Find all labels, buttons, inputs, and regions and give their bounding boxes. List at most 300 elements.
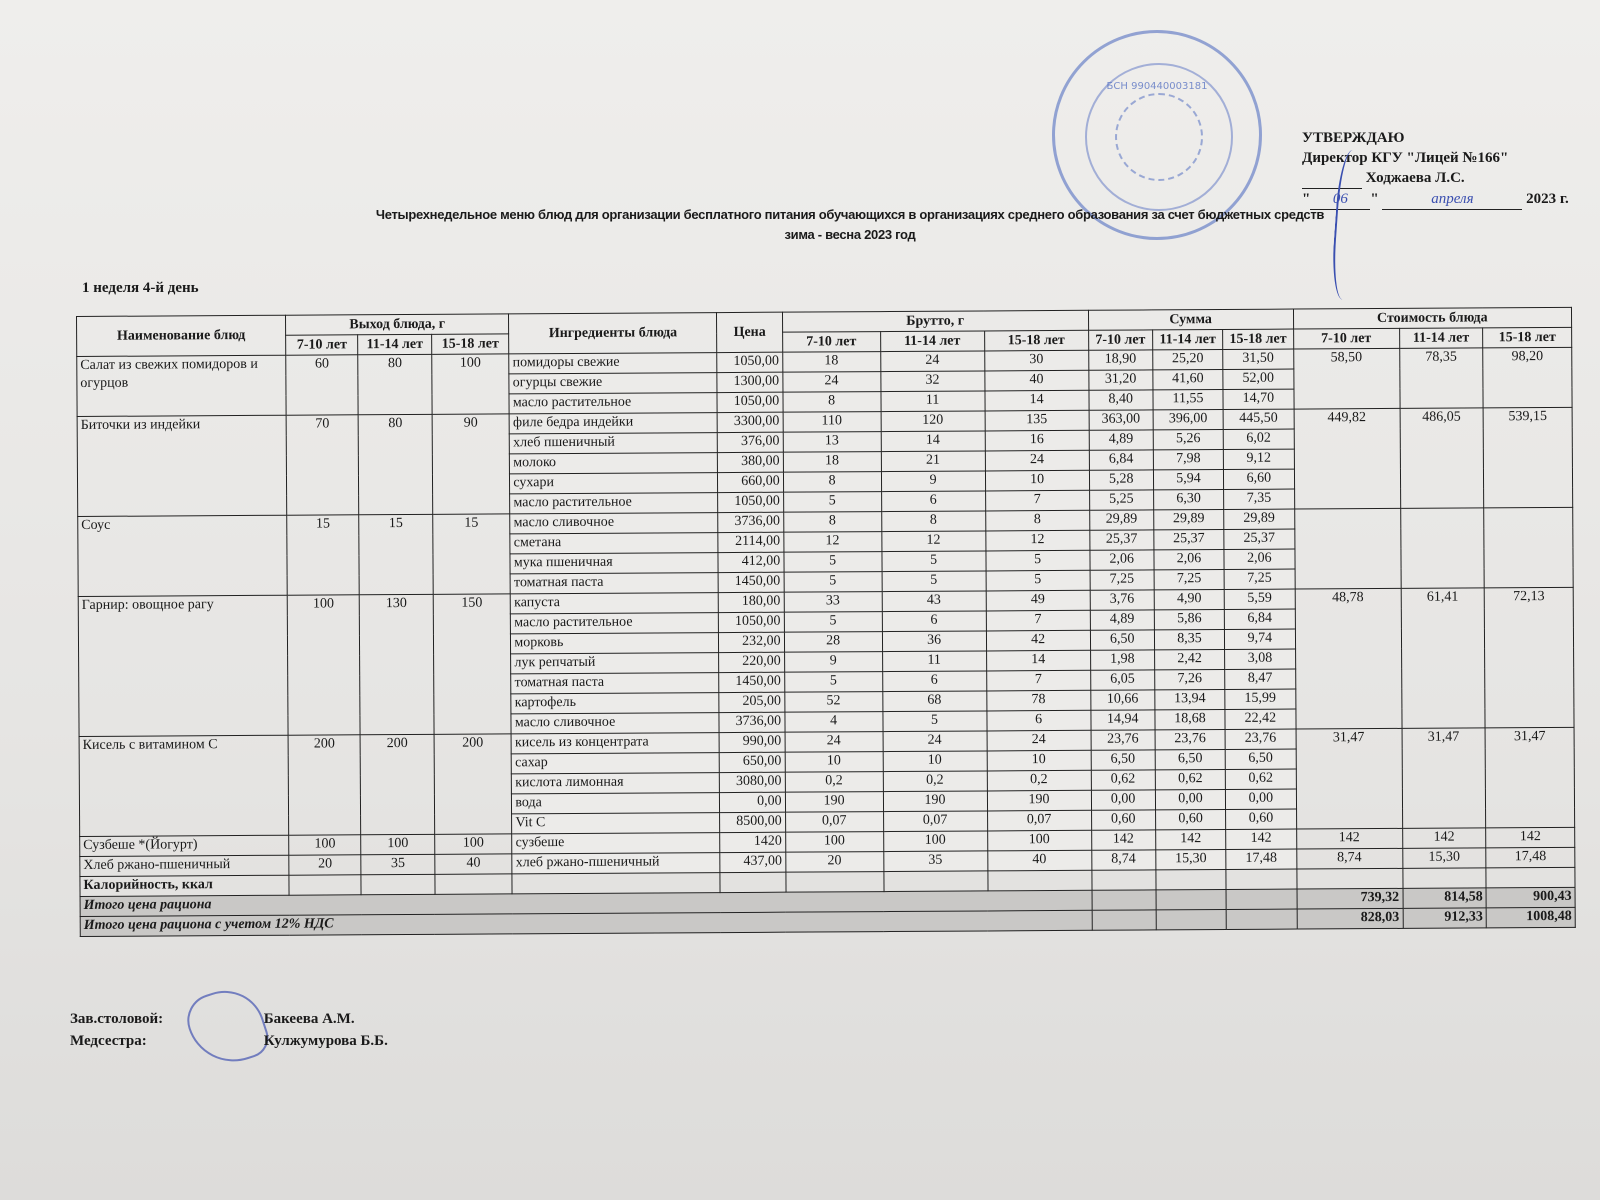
sum-11-14: 0,60 — [1155, 809, 1225, 829]
cost-11-14: 142 — [1402, 828, 1486, 849]
brutto-15-18: 6 — [986, 710, 1090, 731]
sum-15-18: 17,48 — [1226, 849, 1296, 869]
cost-11-14: 78,35 — [1399, 348, 1483, 409]
ingredient-price: 2114,00 — [718, 532, 783, 552]
brutto-15-18: 24 — [985, 450, 1089, 471]
yield-7-10: 20 — [289, 855, 362, 875]
brutto-11-14: 6 — [882, 611, 986, 632]
ingredient-price: 3300,00 — [717, 412, 782, 432]
sum-11-14: 2,06 — [1154, 549, 1224, 569]
ingredient-name: сахар — [512, 753, 720, 774]
brutto-11-14: 11 — [882, 651, 986, 672]
brutto-15-18: 24 — [987, 730, 1091, 751]
cost-15-18: 539,15 — [1483, 407, 1572, 508]
sum-11-14: 7,25 — [1154, 569, 1224, 589]
ingredient-name: вода — [512, 793, 720, 814]
dish-name: Сузбеше *(Йогурт) — [80, 835, 289, 856]
yield-11-14: 15 — [359, 514, 433, 594]
sum-7-10: 31,20 — [1088, 370, 1152, 390]
ingredient-name: хлеб ржано-пшеничный — [512, 853, 720, 874]
brutto-11-14: 6 — [882, 671, 986, 692]
cost-15-18: 31,47 — [1485, 727, 1574, 828]
cost-15-18: 98,20 — [1483, 347, 1572, 408]
ingredient-price: 180,00 — [719, 592, 784, 612]
sum-15-18: 445,50 — [1223, 409, 1293, 429]
sum-7-10: 10,66 — [1090, 690, 1154, 710]
brutto-11-14: 36 — [882, 631, 986, 652]
header-age-7-10: 7-10 лет — [1088, 330, 1152, 350]
brutto-15-18: 190 — [987, 790, 1091, 811]
yield-7-10: 15 — [287, 515, 360, 595]
sum-15-18: 0,60 — [1226, 809, 1296, 829]
sum-15-18: 6,50 — [1225, 749, 1295, 769]
sum-11-14: 8,35 — [1154, 629, 1224, 649]
sum-15-18: 8,47 — [1225, 669, 1295, 689]
ingredient-name: лук репчатый — [511, 653, 719, 674]
ingredient-price: 1050,00 — [719, 612, 784, 632]
sum-15-18: 9,12 — [1224, 449, 1294, 469]
approval-name: Ходжаева Л.С. — [1365, 170, 1465, 186]
sum-11-14: 0,62 — [1155, 769, 1225, 789]
ingredient-price: 205,00 — [719, 692, 784, 712]
cost-7-10: 142 — [1296, 828, 1402, 849]
sum-7-10: 29,89 — [1089, 510, 1153, 530]
cost-11-14: 61,41 — [1401, 588, 1485, 729]
yield-7-10: 100 — [287, 595, 360, 735]
brutto-7-10: 110 — [783, 412, 881, 433]
sum-11-14: 13,94 — [1155, 689, 1225, 709]
brutto-11-14: 12 — [881, 531, 985, 552]
dish-name: Биточки из индейки — [77, 415, 287, 516]
brutto-11-14: 9 — [881, 471, 985, 492]
brutto-7-10: 4 — [785, 712, 883, 733]
sum-15-18: 6,02 — [1223, 429, 1293, 449]
cost-15-18 — [1484, 507, 1573, 588]
sum-15-18: 29,89 — [1224, 509, 1294, 529]
cost-11-14: 486,05 — [1400, 408, 1484, 509]
ingredient-name: масло растительное — [510, 493, 718, 514]
calories-label: Калорийность, ккал — [80, 875, 289, 896]
ingredient-name: мука пшеничная — [510, 553, 718, 574]
ingredient-name: кисель из концентрата — [511, 733, 719, 754]
canteen-signer — [70, 1008, 388, 1030]
signatures-footer — [70, 1008, 388, 1052]
sum-11-14: 25,37 — [1154, 529, 1224, 549]
sum-7-10: 2,06 — [1090, 550, 1154, 570]
sum-15-18: 25,37 — [1224, 529, 1294, 549]
sum-15-18: 9,74 — [1225, 629, 1295, 649]
cost-15-18: 142 — [1486, 827, 1575, 848]
ingredient-name: кислота лимонная — [512, 773, 720, 794]
sum-7-10: 6,05 — [1090, 670, 1154, 690]
brutto-7-10: 18 — [783, 452, 881, 473]
yield-15-18: 200 — [434, 734, 512, 834]
ingredient-price: 0,00 — [720, 792, 785, 812]
ingredient-name: сухари — [510, 473, 718, 494]
brutto-11-14: 24 — [883, 731, 987, 752]
cost-7-10: 58,50 — [1293, 348, 1399, 409]
sum-15-18: 2,06 — [1224, 549, 1294, 569]
brutto-7-10: 8 — [783, 392, 881, 413]
yield-15-18: 150 — [433, 594, 511, 734]
brutto-7-10: 190 — [785, 792, 883, 813]
brutto-11-14: 5 — [882, 571, 986, 592]
brutto-15-18: 14 — [986, 650, 1090, 671]
brutto-7-10: 24 — [785, 732, 883, 753]
brutto-11-14: 21 — [881, 451, 985, 472]
brutto-15-18: 135 — [985, 410, 1089, 431]
sum-15-18: 5,59 — [1224, 589, 1294, 609]
sum-7-10: 5,25 — [1089, 490, 1153, 510]
ingredient-price: 412,00 — [718, 552, 783, 572]
sum-15-18: 7,35 — [1224, 489, 1294, 509]
brutto-11-14: 5 — [882, 551, 986, 572]
brutto-15-18: 0,07 — [987, 810, 1091, 831]
sum-15-18: 3,08 — [1225, 649, 1295, 669]
ingredient-name: сузбеше — [512, 833, 720, 854]
brutto-7-10: 28 — [784, 632, 882, 653]
header-age-11-14: 11-14 лет — [880, 331, 984, 352]
yield-15-18: 15 — [433, 514, 511, 594]
day-label: 1 неделя 4-й день — [82, 280, 199, 296]
approval-date: " 06 " апреля 2023 г. — [1302, 189, 1569, 210]
brutto-7-10: 52 — [784, 692, 882, 713]
sum-11-14: 25,20 — [1153, 349, 1223, 369]
brutto-11-14: 11 — [881, 391, 985, 412]
sum-7-10: 6,50 — [1091, 750, 1155, 770]
brutto-7-10: 5 — [784, 612, 882, 633]
date-month: апреля — [1382, 189, 1522, 210]
header-age-11-14: 11-14 лет — [1152, 329, 1222, 349]
sum-11-14: 5,94 — [1153, 469, 1223, 489]
sum-11-14: 41,60 — [1153, 369, 1223, 389]
sum-15-18: 142 — [1226, 829, 1296, 849]
ingredient-price: 437,00 — [720, 852, 785, 872]
sum-11-14: 18,68 — [1155, 709, 1225, 729]
sum-15-18: 6,84 — [1224, 609, 1294, 629]
sum-7-10: 4,89 — [1089, 430, 1153, 450]
sum-15-18: 0,62 — [1225, 769, 1295, 789]
state-emblem-icon — [1115, 93, 1203, 181]
total-label: Итого цена рациона — [80, 890, 1092, 916]
sum-7-10: 0,00 — [1091, 790, 1155, 810]
sum-7-10: 6,50 — [1090, 630, 1154, 650]
dish-name: Хлеб ржано-пшеничный — [80, 855, 289, 876]
ingredient-name: масло сливочное — [510, 513, 718, 534]
sum-11-14: 5,26 — [1153, 429, 1223, 449]
total-15-18: 900,43 — [1486, 887, 1575, 908]
yield-7-10: 60 — [286, 355, 359, 415]
sum-11-14: 29,89 — [1154, 509, 1224, 529]
cost-7-10: 48,78 — [1295, 588, 1402, 729]
dish-name: Соус — [78, 515, 288, 596]
stamp-bin: БСН 990440003181 — [1106, 81, 1208, 92]
sum-15-18: 0,00 — [1226, 789, 1296, 809]
sum-7-10: 0,62 — [1091, 770, 1155, 790]
brutto-7-10: 5 — [784, 552, 882, 573]
brutto-11-14: 32 — [880, 371, 984, 392]
sum-7-10: 0,60 — [1091, 810, 1155, 830]
sum-15-18: 52,00 — [1223, 369, 1293, 389]
ingredient-price: 1450,00 — [718, 572, 783, 592]
ingredient-name: масло сливочное — [511, 713, 719, 734]
ingredient-price: 232,00 — [719, 632, 784, 652]
yield-11-14: 200 — [361, 734, 435, 834]
yield-7-10: 70 — [286, 415, 359, 515]
yield-15-18: 40 — [435, 854, 513, 874]
ingredient-name: филе бедра индейки — [509, 413, 717, 434]
total-vat-label: Итого цена рациона с учетом 12% НДС — [80, 910, 1092, 936]
approval-heading: УТВЕРЖДАЮ — [1302, 130, 1405, 146]
header-age-15-18: 15-18 лет — [1483, 327, 1572, 348]
approval-position: Директор КГУ "Лицей №166" — [1302, 150, 1509, 166]
brutto-15-18: 42 — [986, 630, 1090, 651]
yield-11-14: 80 — [359, 414, 433, 514]
ingredient-price: 660,00 — [718, 472, 783, 492]
brutto-11-14: 190 — [883, 791, 987, 812]
cost-7-10 — [1294, 508, 1401, 589]
header-cost: Стоимость блюда — [1293, 307, 1572, 329]
ingredient-price: 3736,00 — [719, 712, 784, 732]
sum-11-14: 15,30 — [1156, 849, 1226, 869]
ingredient-name: масло растительное — [511, 613, 719, 634]
cost-7-10: 8,74 — [1296, 848, 1402, 869]
yield-11-14: 100 — [361, 834, 435, 854]
brutto-11-14: 0,07 — [883, 811, 987, 832]
brutto-15-18: 16 — [985, 430, 1089, 451]
cost-11-14: 15,30 — [1402, 848, 1486, 869]
ingredient-price: 1420 — [720, 832, 785, 852]
brutto-7-10: 5 — [784, 672, 882, 693]
ingredient-price: 1050,00 — [718, 492, 783, 512]
sum-11-14: 4,90 — [1154, 589, 1224, 609]
brutto-7-10: 9 — [784, 652, 882, 673]
brutto-11-14: 35 — [883, 851, 987, 872]
ingredient-name: хлеб пшеничный — [510, 433, 718, 454]
date-year: 2023 г. — [1526, 191, 1569, 207]
yield-11-14: 35 — [361, 854, 435, 874]
brutto-15-18: 5 — [986, 570, 1090, 591]
date-day: 06 — [1310, 189, 1370, 210]
yield-11-14: 80 — [358, 354, 432, 414]
brutto-15-18: 40 — [984, 370, 1088, 391]
ingredient-price: 380,00 — [718, 452, 783, 472]
ingredient-price: 8500,00 — [720, 812, 785, 832]
header-age-7-10: 7-10 лет — [1293, 328, 1399, 349]
brutto-15-18: 14 — [985, 390, 1089, 411]
header-age-7-10: 7-10 лет — [286, 335, 359, 355]
sum-7-10: 3,76 — [1090, 590, 1154, 610]
sum-11-14: 5,86 — [1154, 609, 1224, 629]
cost-7-10: 449,82 — [1294, 408, 1401, 509]
sum-15-18: 31,50 — [1223, 349, 1293, 369]
cost-11-14 — [1400, 508, 1484, 589]
sum-7-10: 18,90 — [1088, 350, 1152, 370]
brutto-15-18: 7 — [986, 670, 1090, 691]
ingredient-price: 1050,00 — [717, 352, 782, 372]
sum-11-14: 23,76 — [1155, 729, 1225, 749]
header-price: Цена — [717, 312, 783, 352]
brutto-7-10: 0,07 — [785, 812, 883, 833]
brutto-7-10: 10 — [785, 752, 883, 773]
ingredient-price: 650,00 — [720, 752, 785, 772]
sum-11-14: 396,00 — [1153, 409, 1223, 429]
header-dish: Наименование блюд — [77, 315, 286, 356]
ingredient-price: 1300,00 — [717, 372, 782, 392]
sum-11-14: 6,30 — [1153, 489, 1223, 509]
brutto-15-18: 7 — [985, 490, 1089, 511]
header-ingredients: Ингредиенты блюда — [509, 313, 717, 354]
sum-7-10: 7,25 — [1090, 570, 1154, 590]
ingredient-price: 1050,00 — [717, 392, 782, 412]
dish-name: Кисель с витамином С — [79, 735, 289, 836]
ingredient-name: масло растительное — [509, 393, 717, 414]
sum-11-14: 7,26 — [1154, 669, 1224, 689]
brutto-7-10: 8 — [783, 472, 881, 493]
sum-15-18: 22,42 — [1225, 709, 1295, 729]
brutto-15-18: 10 — [985, 470, 1089, 491]
yield-7-10: 100 — [289, 835, 362, 855]
ingredient-name: морковь — [511, 633, 719, 654]
brutto-7-10: 24 — [783, 372, 881, 393]
sum-7-10: 363,00 — [1089, 410, 1153, 430]
ingredient-name: томатная паста — [510, 573, 718, 594]
sum-11-14: 7,98 — [1153, 449, 1223, 469]
brutto-7-10: 5 — [784, 572, 882, 593]
brutto-11-14: 14 — [881, 431, 985, 452]
sum-7-10: 1,98 — [1090, 650, 1154, 670]
ingredient-price: 220,00 — [719, 652, 784, 672]
header-age-11-14: 11-14 лет — [1399, 328, 1483, 349]
brutto-7-10: 20 — [785, 852, 883, 873]
ingredient-name: помидоры свежие — [509, 353, 717, 374]
ingredient-price: 990,00 — [719, 732, 784, 752]
sum-15-18: 15,99 — [1225, 689, 1295, 709]
total-vat-15-18: 1008,48 — [1486, 907, 1575, 928]
cost-15-18: 17,48 — [1486, 847, 1575, 868]
brutto-11-14: 0,2 — [883, 771, 987, 792]
brutto-15-18: 100 — [987, 830, 1091, 851]
sum-11-14: 6,50 — [1155, 749, 1225, 769]
sum-7-10: 8,74 — [1091, 850, 1155, 870]
brutto-11-14: 24 — [880, 351, 984, 372]
brutto-11-14: 43 — [882, 591, 986, 612]
nurse-role: Медсестра: — [70, 1033, 147, 1049]
ingredient-name: картофель — [511, 693, 719, 714]
brutto-7-10: 18 — [782, 352, 880, 373]
header-age-11-14: 11-14 лет — [358, 334, 432, 354]
header-age-15-18: 15-18 лет — [984, 330, 1088, 351]
sum-15-18: 6,60 — [1224, 469, 1294, 489]
brutto-11-14: 5 — [882, 711, 986, 732]
header-age-7-10: 7-10 лет — [782, 332, 880, 353]
brutto-15-18: 12 — [985, 530, 1089, 551]
yield-15-18: 100 — [435, 834, 513, 854]
sum-15-18: 7,25 — [1224, 569, 1294, 589]
header-sum: Сумма — [1088, 309, 1293, 330]
sum-11-14: 0,00 — [1155, 789, 1225, 809]
header-brutto: Брутто, г — [782, 310, 1088, 332]
sum-11-14: 11,55 — [1153, 389, 1223, 409]
ingredient-name: томатная паста — [511, 673, 719, 694]
cost-15-18: 72,13 — [1484, 587, 1574, 728]
ingredient-price: 376,00 — [718, 432, 783, 452]
ingredient-name: Vit C — [512, 813, 720, 834]
brutto-11-14: 120 — [881, 411, 985, 432]
ingredient-price: 3080,00 — [720, 772, 785, 792]
brutto-11-14: 6 — [881, 491, 985, 512]
brutto-7-10: 5 — [783, 492, 881, 513]
brutto-15-18: 8 — [985, 510, 1089, 531]
sum-7-10: 142 — [1091, 830, 1155, 850]
yield-15-18: 100 — [432, 354, 510, 414]
yield-11-14: 130 — [360, 594, 434, 734]
sum-7-10: 4,89 — [1090, 610, 1154, 630]
header-age-15-18: 15-18 лет — [431, 334, 509, 354]
cost-11-14: 31,47 — [1402, 728, 1486, 829]
sum-15-18: 14,70 — [1223, 389, 1293, 409]
sum-15-18: 23,76 — [1225, 729, 1295, 749]
ingredient-name: капуста — [511, 593, 719, 614]
cost-7-10: 31,47 — [1296, 728, 1403, 829]
header-age-15-18: 15-18 лет — [1223, 329, 1293, 349]
ingredient-name: огурцы свежие — [509, 373, 717, 394]
ingredient-price: 3736,00 — [718, 512, 783, 532]
brutto-11-14: 10 — [883, 751, 987, 772]
sum-11-14: 142 — [1155, 829, 1225, 849]
ingredient-name: сметана — [510, 533, 718, 554]
yield-15-18: 90 — [432, 414, 510, 514]
title-line-1: Четырехнедельное меню блюд для организации бесплатного питания обучающихся в организациях среднего образования за счет бюджетных средств — [375, 207, 1325, 222]
brutto-11-14: 68 — [882, 691, 986, 712]
brutto-15-18: 40 — [987, 850, 1091, 871]
sum-7-10: 14,94 — [1091, 710, 1155, 730]
brutto-11-14: 100 — [883, 831, 987, 852]
canteen-role: Зав.столовой: — [70, 1011, 164, 1027]
dish-name: Гарнир: овощное рагу — [78, 595, 288, 736]
sum-7-10: 5,28 — [1089, 470, 1153, 490]
total-vat-11-14: 912,33 — [1403, 908, 1487, 929]
brutto-7-10: 8 — [783, 512, 881, 533]
ingredient-price: 1450,00 — [719, 672, 784, 692]
brutto-7-10: 0,2 — [785, 772, 883, 793]
menu-table — [76, 307, 1576, 937]
brutto-15-18: 5 — [986, 550, 1090, 571]
menu-body — [77, 347, 1575, 876]
title-line-2: зима - весна 2023 год — [784, 227, 916, 242]
brutto-15-18: 30 — [984, 350, 1088, 371]
brutto-7-10: 100 — [785, 832, 883, 853]
total-11-14: 814,58 — [1403, 888, 1487, 909]
dish-name: Салат из свежих помидоров и огурцов — [77, 355, 286, 416]
sum-7-10: 25,37 — [1089, 530, 1153, 550]
yield-7-10: 200 — [288, 735, 361, 835]
brutto-15-18: 10 — [987, 750, 1091, 771]
sum-7-10: 8,40 — [1089, 390, 1153, 410]
brutto-15-18: 0,2 — [987, 770, 1091, 791]
sum-11-14: 2,42 — [1154, 649, 1224, 669]
total-vat-7-10: 828,03 — [1297, 908, 1403, 929]
sum-7-10: 23,76 — [1091, 730, 1155, 750]
sum-7-10: 6,84 — [1089, 450, 1153, 470]
nurse-name: Кулжумурова Б.Б. — [263, 1033, 388, 1049]
header-yield: Выход блюда, г — [286, 314, 509, 335]
ingredient-name: молоко — [510, 453, 718, 474]
brutto-11-14: 8 — [881, 511, 985, 532]
brutto-15-18: 7 — [986, 610, 1090, 631]
nurse-signer — [70, 1030, 388, 1052]
brutto-15-18: 49 — [986, 590, 1090, 611]
